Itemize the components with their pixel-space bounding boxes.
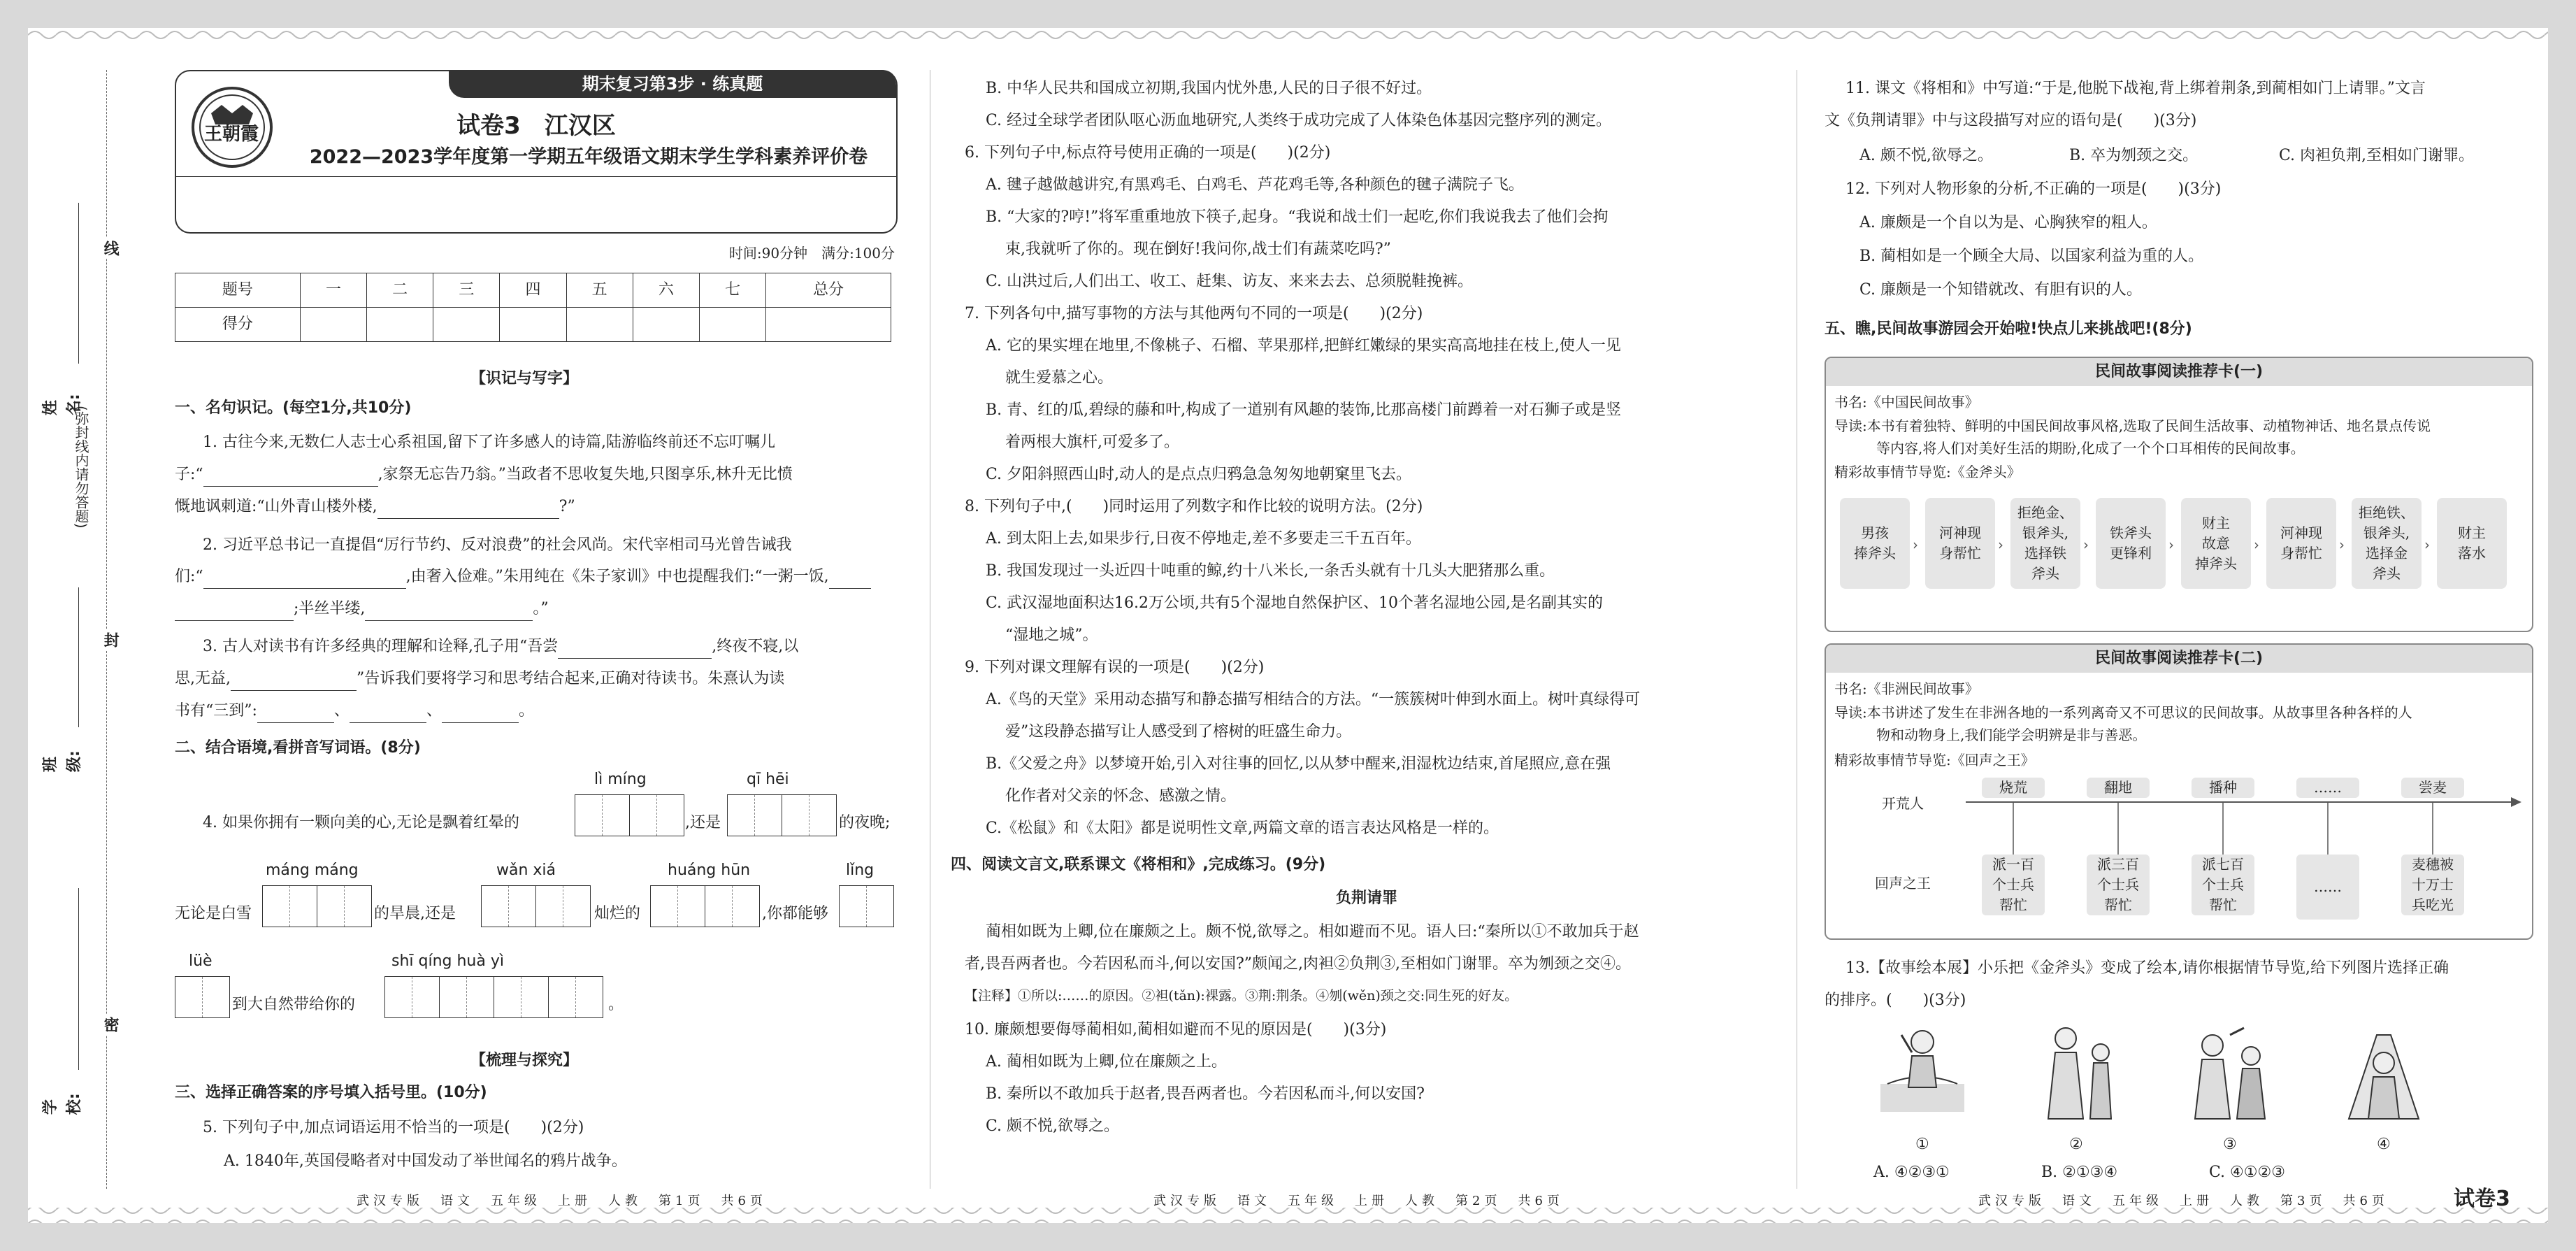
q13-option-c[interactable]: C. ④①②③ bbox=[2209, 1164, 2285, 1181]
passage-notes: 【注释】①所以:……的原因。②袒(tǎn):裸露。③荆:荆条。④刎(wěn)颈之交:同生死的好友。 bbox=[965, 988, 1518, 1003]
q11-option-c[interactable]: C. 肉袒负荆,至相如门谢罪。 bbox=[2279, 147, 2475, 164]
score-row-label: 得分 bbox=[175, 308, 301, 342]
seal-note: (弥封线内请勿答题) bbox=[73, 406, 89, 529]
q7-option-b: 着两根大旗杆,可爱多了。 bbox=[1005, 434, 1179, 451]
pinyin-label: máng máng bbox=[266, 862, 359, 879]
timeline-bottom: 派三百 个士兵 帮忙 bbox=[2087, 855, 2150, 915]
picture-label: ④ bbox=[2377, 1136, 2391, 1153]
answer-blank[interactable] bbox=[558, 641, 712, 659]
paper-number: 试卷3 bbox=[2454, 1187, 2510, 1211]
passage-text: 蔺相如既为上卿,位在廉颇之上。颇不悦,欲辱之。相如避而不见。语人曰:“秦所以①不敢加兵于赵 bbox=[986, 923, 1639, 941]
pinyin-answer-grid[interactable] bbox=[481, 885, 591, 927]
q5-option-b[interactable]: B. 中华人民共和国成立初期,我国内忧外患,人民的日子很不好过。 bbox=[986, 80, 1432, 97]
q4-line: 。 bbox=[608, 996, 624, 1013]
q6-option-b: 束,我就听了你的。现在倒好!我问你,战士们有蔬菜吃吗?” bbox=[1005, 241, 1391, 258]
pinyin-label: huáng hūn bbox=[668, 862, 751, 879]
q12-stem: 12. 下列对人物形象的分析,不正确的一项是( )(3分) bbox=[1845, 180, 2222, 198]
timeline-bottom: …… bbox=[2296, 855, 2359, 920]
page-1 bbox=[147, 28, 902, 1223]
score-header: 七 bbox=[699, 273, 765, 308]
story-picture-1 bbox=[1873, 1014, 1971, 1133]
q5-section-title: 五、瞧,民间故事游园会开始啦!快点儿来挑战吧!(8分) bbox=[1825, 320, 2192, 338]
picture-label: ② bbox=[2069, 1136, 2083, 1153]
arrow-right-icon: › bbox=[1998, 536, 2003, 553]
q3-title: 三、选择正确答案的序号填入括号里。(10分) bbox=[175, 1084, 487, 1101]
q9-stem: 9. 下列对课文理解有误的一项是( )(2分) bbox=[965, 659, 1265, 676]
score-table bbox=[175, 273, 891, 342]
timeline-top: 尝麦 bbox=[2401, 778, 2464, 798]
section-title-memory: 【识记与写字】 bbox=[470, 370, 578, 387]
class-label: 班级: bbox=[41, 750, 83, 773]
pinyin-label: wǎn xiá bbox=[496, 862, 556, 879]
q8-option-c[interactable]: C. 武汉湿地面积达16.2万公顷,共有5个湿地自然保护区、10个著名湿地公园,是名副其实的 bbox=[986, 594, 1603, 612]
score-cell[interactable] bbox=[500, 308, 566, 342]
score-header: 题号 bbox=[175, 273, 301, 308]
picture-label: ③ bbox=[2223, 1136, 2237, 1153]
header-banner: 期末复习第3步 · 练真题 bbox=[449, 70, 896, 98]
arrow-right-icon: › bbox=[2424, 536, 2430, 553]
story-card-title: 民间故事阅读推荐卡(一) bbox=[1826, 358, 2532, 386]
q1-2-line: 们:“ ,由奢入俭难。”朱用纯在《朱子家训》中也提醒我们:“一粥一饭, bbox=[175, 565, 871, 589]
q1-title: 一、名句识记。(每空1分,共10分) bbox=[175, 399, 412, 417]
q8-option-b[interactable]: B. 我国发现过一头近四十吨重的鲸,约十八米长,一条舌头就有十几头大肥猪那么重。 bbox=[986, 562, 1555, 580]
plot-step: 河神现 身帮忙 bbox=[2266, 498, 2336, 589]
logo-text: 王朝霞 bbox=[204, 124, 259, 145]
plot-step: 铁斧头 更锋利 bbox=[2096, 498, 2166, 589]
q4-line: 4. 如果你拥有一颗向美的心,无论是飘着红晕的 bbox=[203, 814, 519, 831]
q4-line: 到大自然带给你的 bbox=[232, 996, 356, 1013]
seal-mark-close: 密 bbox=[98, 1014, 122, 1035]
answer-blank[interactable] bbox=[442, 706, 519, 723]
pinyin-answer-grid[interactable] bbox=[650, 885, 760, 927]
q12-option-a[interactable]: A. 廉颇是一个自以为是、心胸狭窄的粗人。 bbox=[1859, 214, 2157, 231]
plot-step: 财主 故意 掉斧头 bbox=[2181, 498, 2251, 589]
page-footer: 武汉专版 语文 五年级 上册 人教 第1页 共6页 bbox=[357, 1194, 767, 1208]
timeline-top: 播种 bbox=[2192, 778, 2254, 798]
q6-stem: 6. 下列句子中,标点符号使用正确的一项是( )(2分) bbox=[965, 144, 1331, 162]
answer-blank[interactable] bbox=[231, 673, 357, 691]
score-header: 六 bbox=[633, 273, 699, 308]
card-book: 书名:《非洲民间故事》 bbox=[1834, 680, 1979, 697]
q8-option-a[interactable]: A. 到太阳上去,如果步行,日夜不停地走,差不多要走三千五百年。 bbox=[986, 530, 1421, 548]
pinyin-answer-grid[interactable] bbox=[727, 794, 837, 836]
page-footer: 武汉专版 语文 五年级 上册 人教 第2页 共6页 bbox=[1153, 1194, 1564, 1208]
passage-text: 者,畏吾两者也。今若因私而斗,何以安国?”颇闻之,肉袒②负荆③,至相如门谢罪。卒为刎颈之交④。 bbox=[965, 955, 1632, 973]
pinyin-label: shī qíng huà yì bbox=[391, 952, 504, 970]
q13-option-a[interactable]: A. ④②③① bbox=[1873, 1164, 1950, 1181]
q7-option-c[interactable]: C. 夕阳斜照西山时,动人的是点点归鸦急急匆匆地朝窠里飞去。 bbox=[986, 466, 1412, 483]
q6-option-c[interactable]: C. 山洪过后,人们出工、收工、赶集、访友、来来去去、总须脱鞋挽裤。 bbox=[986, 273, 1474, 290]
q4-line: 无论是白雪 bbox=[175, 905, 252, 922]
story-card-title: 民间故事阅读推荐卡(二) bbox=[1826, 645, 2532, 673]
q8-stem: 8. 下列句子中,( )同时运用了列数字和作比较的说明方法。(2分) bbox=[965, 498, 1423, 515]
score-header: 一 bbox=[300, 273, 366, 308]
pinyin-label: lì míng bbox=[594, 771, 647, 788]
card-plot-title: 精彩故事情节导览:《金斧头》 bbox=[1834, 464, 2021, 480]
q11-stem: 11. 课文《将相和》中写道:“于是,他脱下战袍,背上绑着荆条,到蔺相如门上请罪。”文言 bbox=[1845, 80, 2426, 97]
score-header: 二 bbox=[367, 273, 433, 308]
pinyin-answer-grid[interactable] bbox=[839, 885, 894, 927]
pinyin-answer-grid[interactable] bbox=[262, 885, 372, 927]
card-guide: 等内容,将人们对美好生活的期盼,化成了一个个口耳相传的民间故事。 bbox=[1876, 440, 2305, 457]
exam-subtitle: 2022—2023学年度第一学期五年级语文期末学生学科素养评价卷 bbox=[309, 146, 868, 168]
q9-option-a[interactable]: A.《鸟的天堂》采用动态描写和静态描写相结合的方法。“一簇簇树叶伸到水面上。树叶真绿得可 bbox=[986, 691, 1641, 708]
story-picture-4 bbox=[2335, 1014, 2433, 1133]
timeline-top: 烧荒 bbox=[1982, 778, 2045, 798]
passage-title: 负荆请罪 bbox=[1335, 889, 1397, 907]
time-score: 时间:90分钟 满分:100分 bbox=[728, 245, 895, 262]
answer-blank[interactable] bbox=[175, 603, 294, 621]
q11-option-b[interactable]: B. 卒为刎颈之交。 bbox=[2069, 147, 2199, 164]
q12-option-b[interactable]: B. 蔺相如是一个顾全大局、以国家利益为重的人。 bbox=[1859, 248, 2204, 265]
answer-blank[interactable] bbox=[203, 571, 406, 589]
score-cell[interactable] bbox=[300, 308, 366, 342]
card-guide: 导读:本书有着独特、鲜明的中国民间故事风格,选取了民间生活故事、动植物神话、地名景点传说 bbox=[1834, 417, 2431, 434]
school-field[interactable] bbox=[78, 888, 79, 1070]
answer-blank[interactable] bbox=[377, 501, 559, 519]
q4-title: 四、阅读文言文,联系课文《将相和》,完成练习。(9分) bbox=[951, 856, 1326, 873]
score-cell[interactable] bbox=[766, 308, 891, 342]
story-picture-2 bbox=[2027, 1014, 2125, 1133]
plot-step: 拒绝金、 银斧头, 选择铁 斧头 bbox=[2010, 498, 2080, 589]
q13-stem: 13.【故事绘本展】小乐把《金斧头》变成了绘本,请你根据情节导览,给下列图片选择正确 bbox=[1845, 959, 2449, 977]
score-cell[interactable] bbox=[699, 308, 765, 342]
pinyin-answer-grid[interactable] bbox=[175, 976, 230, 1018]
pinyin-answer-grid[interactable] bbox=[575, 794, 684, 836]
pinyin-answer-grid[interactable] bbox=[384, 976, 603, 1018]
plot-step: 河神现 身帮忙 bbox=[1925, 498, 1995, 589]
q11-stem: 文《负荆请罪》中与这段描写对应的语句是( )(3分) bbox=[1825, 112, 2197, 129]
q7-option-a: 就生爱慕之心。 bbox=[1005, 369, 1114, 387]
score-cell[interactable] bbox=[433, 308, 500, 342]
plot-step: 财主 落水 bbox=[2437, 498, 2507, 589]
q7-option-a[interactable]: A. 它的果实埋在地里,不像桃子、石榴、苹果那样,把鲜红嫩绿的果实高高地挂在枝上,使人一见 bbox=[986, 337, 1621, 355]
seal-mark-seal: 封 bbox=[98, 629, 122, 650]
score-cell[interactable] bbox=[566, 308, 633, 342]
page-footer: 武汉专版 语文 五年级 上册 人教 第3页 共6页 bbox=[1978, 1194, 2389, 1208]
plot-step: 男孩 捧斧头 bbox=[1840, 498, 1910, 589]
card-guide: 物和动物身上,我们能学会明辨是非与善恶。 bbox=[1876, 727, 2147, 743]
timeline-bottom: 派七百 个士兵 帮忙 bbox=[2192, 855, 2254, 915]
answer-blank[interactable] bbox=[365, 603, 533, 621]
score-header: 总分 bbox=[766, 273, 891, 308]
q4-line: ,还是 bbox=[685, 814, 721, 831]
story-picture-3 bbox=[2181, 1014, 2279, 1133]
q11-option-a[interactable]: A. 颇不悦,欲辱之。 bbox=[1859, 147, 1993, 164]
arrow-right-icon: › bbox=[2168, 536, 2174, 553]
pinyin-label: lǐng bbox=[846, 862, 875, 879]
q4-line: 灿烂的 bbox=[594, 905, 641, 922]
timeline-bottom: 派一百 个士兵 帮忙 bbox=[1982, 855, 2045, 915]
name-label: 姓名: bbox=[41, 394, 83, 416]
q1-3-line: 3. 古人对读书有许多经典的理解和诠释,孔子用“吾尝 ,终夜不寝,以 bbox=[203, 635, 798, 659]
arrow-right-icon: › bbox=[2254, 536, 2259, 553]
picture-label: ① bbox=[1915, 1136, 1929, 1153]
q4-line: 的夜晚; bbox=[839, 814, 891, 831]
timeline-top: 翻地 bbox=[2087, 778, 2150, 798]
story-card-1 bbox=[1825, 357, 2533, 632]
pinyin-label: qī hēi bbox=[747, 771, 789, 788]
timeline-top: …… bbox=[2296, 778, 2359, 798]
card-plot-title: 精彩故事情节导览:《回声之王》 bbox=[1834, 752, 2035, 769]
q1-3-line: 书有“三到”: 、 、 。 bbox=[175, 699, 534, 723]
q10-stem: 10. 廉颇想要侮辱蔺相如,蔺相如避而不见的原因是( )(3分) bbox=[965, 1021, 1387, 1038]
arrow-right-icon: › bbox=[2083, 536, 2089, 553]
score-header: 五 bbox=[566, 273, 633, 308]
answer-blank[interactable] bbox=[350, 706, 426, 723]
q1-1-line: 1. 古往今来,无数仁人志士心系祖国,留下了许多感人的诗篇,陆游临终前还不忘叮嘱儿 bbox=[203, 434, 775, 451]
q4-line: 的旱晨,还是 bbox=[374, 905, 456, 922]
q12-option-c[interactable]: C. 廉颇是一个知错就改、有胆有识的人。 bbox=[1859, 281, 2143, 299]
q7-option-b[interactable]: B. 青、红的瓜,碧绿的藤和叶,构成了一道别有风趣的装饰,比那高楼门前蹲着一对石狮子或是竖 bbox=[986, 401, 1622, 419]
row-label: 开荒人 bbox=[1882, 795, 1924, 812]
row-label: 回声之王 bbox=[1875, 875, 1931, 892]
exam-header bbox=[175, 70, 898, 234]
story-card-2 bbox=[1825, 643, 2533, 940]
score-cell[interactable] bbox=[633, 308, 699, 342]
q5-option-a[interactable]: A. 1840年,英国侵略者对中国发动了举世闻名的鸦片战争。 bbox=[224, 1152, 627, 1170]
q10-option-a[interactable]: A. 蔺相如既为上卿,位在廉颇之上。 bbox=[986, 1053, 1227, 1071]
q5-stem: 5. 下列句子中,加点词语运用不恰当的一项是( )(2分) bbox=[203, 1119, 584, 1136]
q1-1-line: 子:“ ,家祭无忘告乃翁。”当政者不思收复失地,只图享乐,林升无比愤 bbox=[175, 463, 793, 487]
q5-option-c[interactable]: C. 经过全球学者团队呕心沥血地研究,人类终于成功完成了人体染色体基因完整序列的测定。 bbox=[986, 112, 1612, 129]
q1-1-line: 慨地讽刺道:“山外青山楼外楼, ?” bbox=[175, 495, 575, 519]
q9-option-b[interactable]: B.《父爱之舟》以梦境开始,引入对往事的回忆,以从梦中醒来,泪湿枕边结束,首尾照应,意在强 bbox=[986, 755, 1611, 773]
page-2 bbox=[951, 28, 1769, 1223]
q4-line: ,你都能够 bbox=[762, 905, 828, 922]
q10-option-b[interactable]: B. 秦所以不敢加兵于赵者,畏吾两者也。今若因私而斗,何以安国? bbox=[986, 1085, 1425, 1103]
section-title-explore: 【梳理与探究】 bbox=[470, 1052, 578, 1069]
timeline-bottom: 麦穗被 十万士 兵吃光 bbox=[2401, 855, 2464, 915]
arrow-right-icon: › bbox=[1913, 536, 1918, 553]
arrow-right-icon: › bbox=[2339, 536, 2345, 553]
q9-option-b: 化作者对父亲的怀念、感激之情。 bbox=[1005, 787, 1237, 805]
name-field[interactable] bbox=[78, 203, 79, 364]
plot-step: 拒绝铁、 银斧头, 选择金 斧头 bbox=[2352, 498, 2422, 589]
q9-option-a: 爱”这段静态描写让人感受到了榕树的旺盛生命力。 bbox=[1005, 723, 1352, 741]
seal-mark-line: 线 bbox=[98, 238, 122, 259]
q6-option-b[interactable]: B. “大家的?哼!”将军重重地放下筷子,起身。“我说和战士们一起吃,你们我说我去了他们会拘 bbox=[986, 208, 1609, 226]
score-cell[interactable] bbox=[367, 308, 433, 342]
q1-2-line: 2. 习近平总书记一直提倡“厉行节约、反对浪费”的社会风尚。宋代宰相司马光曾告诫我 bbox=[203, 536, 792, 554]
answer-blank[interactable] bbox=[203, 469, 378, 487]
q9-option-c[interactable]: C.《松鼠》和《太阳》都是说明性文章,两篇文章的语言表达风格是一样的。 bbox=[986, 820, 1499, 837]
score-header: 三 bbox=[433, 273, 500, 308]
school-label: 学校: bbox=[41, 1093, 83, 1115]
score-header: 四 bbox=[500, 273, 566, 308]
q6-option-a[interactable]: A. 毽子越做越讲究,有黑鸡毛、白鸡毛、芦花鸡毛等,各种颜色的毽子满院子飞。 bbox=[986, 176, 1524, 194]
answer-blank[interactable] bbox=[829, 571, 871, 589]
q1-3-line: 思,无益, ”告诉我们要将学习和思考结合起来,正确对待读书。朱熹认为读 bbox=[175, 667, 784, 691]
q7-stem: 7. 下列各句中,描写事物的方法与其他两句不同的一项是( )(2分) bbox=[965, 305, 1423, 322]
q13-option-b[interactable]: B. ②①③④ bbox=[2041, 1164, 2118, 1181]
class-field[interactable] bbox=[78, 587, 79, 727]
q10-option-c[interactable]: C. 颇不悦,欲辱之。 bbox=[986, 1117, 1120, 1135]
card-book: 书名:《中国民间故事》 bbox=[1834, 394, 1979, 410]
pinyin-label: lüè bbox=[189, 952, 213, 970]
q8-option-c: “湿地之城”。 bbox=[1005, 627, 1098, 644]
answer-blank[interactable] bbox=[257, 706, 334, 723]
q2-title: 二、结合语境,看拼音写词语。(8分) bbox=[175, 739, 421, 757]
q13-stem: 的排序。( )(3分) bbox=[1825, 992, 1966, 1009]
exam-paper bbox=[28, 28, 2548, 1223]
q1-2-line: ;半丝半缕, 。” bbox=[175, 597, 549, 621]
exam-title: 试卷3 江汉区 bbox=[456, 112, 616, 140]
card-guide: 导读:本书讲述了发生在非洲各地的一系列离奇又不可思议的民间故事。从故事里各种各样的人 bbox=[1834, 704, 2412, 721]
